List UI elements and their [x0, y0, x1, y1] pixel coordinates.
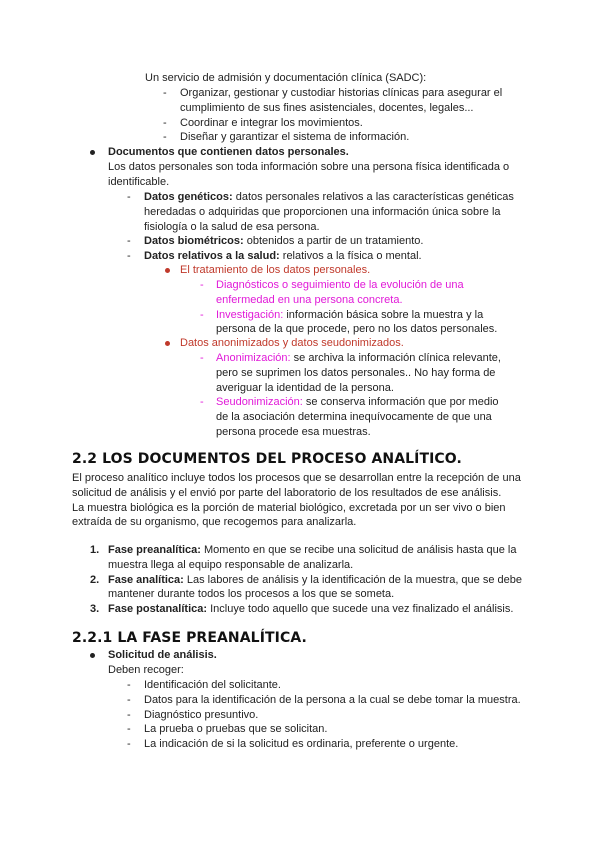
definition: Momento en que se recibe una solicitud de análisis hasta que la muestra llega al equipo responsable de analizarla.: [108, 544, 517, 571]
anon-row: [165, 336, 525, 351]
list-item: [163, 116, 523, 131]
list-item: [127, 234, 527, 249]
dash-marker: -: [127, 250, 131, 263]
list-item: [200, 351, 510, 395]
section22-body: [72, 471, 534, 530]
definition: se archiva la información clínica relevante, pero se suprimen los datos personales.. No hay forma de averiguar la identidad de la persona.: [216, 352, 501, 394]
bullet-dot: [165, 341, 170, 346]
anon-list: [200, 351, 510, 440]
paragraph: La muestra biológica es la porción de material biológico, excretada por un ser vivo o bien extraída de su organismo, que recogemos para analizarla.: [72, 501, 506, 529]
dash-marker: -: [200, 396, 204, 409]
treatment-list: [200, 278, 500, 337]
list-item-text: La indicación de si la solicitud es ordinaria, preferente o urgente.: [144, 738, 459, 751]
dash-marker: -: [163, 87, 167, 99]
dash-marker: -: [200, 279, 204, 291]
definition: información básica sobre la muestra y la persona de la que procede, pero no los datos personales.: [216, 308, 498, 336]
sadc-intro: Un servicio de admisión y documentación clínica (SADC):: [145, 72, 427, 84]
list-item: [200, 308, 500, 338]
sadc-list: [163, 86, 523, 145]
section-title: Documentos que contienen datos personales.: [108, 146, 349, 158]
list-item: [90, 602, 530, 617]
anon-title: Datos anonimizados y datos seudonimizados.: [180, 337, 404, 349]
data-types-list: [127, 190, 527, 264]
bullet-dot: [90, 150, 95, 155]
dash-marker: -: [127, 708, 131, 721]
list-item-text: Diseñar y garantizar el sistema de información.: [180, 131, 410, 144]
definition: Incluye todo aquello que sucede una vez finalizado el análisis.: [210, 603, 514, 616]
dash-marker: -: [127, 235, 131, 248]
dash-marker: -: [127, 738, 131, 751]
list-number: 3.: [90, 603, 100, 616]
list-item-text: Organizar, gestionar y custodiar historias clínicas para asegurar el cumplimiento de sus fines asistenciales, docentes, legales...: [180, 87, 503, 114]
list-item-text: Datos para la identificación de la persona a la cual se debe tomar la muestra.: [144, 693, 521, 706]
definition: se conserva información que por medio de la asociación determina inequívocamente de que una persona procede esa muestras.: [216, 396, 499, 438]
list-item: [127, 693, 547, 708]
description: Deben recoger:: [108, 663, 184, 676]
list-item-text: Diagnóstico presuntivo.: [144, 708, 259, 721]
dash-marker: -: [127, 693, 131, 706]
list-item-text: Diagnósticos o seguimiento de la evolución de una enfermedad en una persona concreta.: [216, 279, 464, 306]
description: Los datos personales son toda información sobre una persona física identificada o identificable.: [108, 160, 510, 188]
list-number: 1.: [90, 544, 100, 556]
list-item: [127, 678, 547, 693]
definition: datos personales relativos a las características genéticas heredadas o adquiridas que proporcionen una información única sobre la fisiología o la salud de esa persona.: [144, 191, 514, 233]
anon-item: [165, 336, 525, 351]
requirements-list: [127, 678, 547, 752]
dash-marker: -: [127, 723, 131, 736]
term: Fase postanalítica:: [108, 603, 208, 616]
list-item-text: Identificación del solicitante.: [144, 679, 281, 691]
list-item: [127, 708, 547, 723]
list-number: 2.: [90, 573, 100, 586]
list-item: [90, 573, 530, 603]
dash-marker: -: [127, 191, 131, 203]
list-item-text: La prueba o pruebas que se solicitan.: [144, 723, 328, 736]
bullet-dot: [165, 268, 170, 273]
list-item: [163, 130, 523, 145]
list-item: [127, 190, 527, 234]
dash-marker: -: [200, 352, 204, 364]
bullet-item: [90, 145, 530, 160]
section-title: Solicitud de análisis.: [108, 649, 217, 661]
term: Seudonimización:: [216, 396, 303, 409]
bullet-item: [90, 648, 530, 663]
term: Fase analítica:: [108, 573, 184, 586]
list-item: [127, 249, 527, 264]
term: Datos genéticos:: [144, 191, 233, 203]
solicitud-section: [90, 648, 530, 678]
dash-marker: -: [127, 679, 131, 691]
list-item-text: Coordinar e integrar los movimientos.: [180, 116, 363, 129]
dash-marker: -: [200, 308, 204, 321]
term: Fase preanalítica:: [108, 544, 201, 556]
paragraph: El proceso analítico incluye todos los procesos que se desarrollan entre la recepción de una solicitud de análisis y el envió por parte del laboratorio de los resultados de ese análisis.: [72, 472, 521, 499]
list-item: [127, 722, 547, 737]
term: Investigación:: [216, 308, 284, 321]
definition: relativos a la física o mental.: [282, 250, 422, 263]
dash-marker: -: [163, 116, 167, 129]
subsection-heading: 2.2.1 LA FASE PREANALÍTICA.: [72, 630, 307, 646]
term: Datos biométricos:: [144, 235, 244, 248]
list-item: [90, 543, 530, 573]
term: Datos relativos a la salud:: [144, 250, 280, 263]
list-item: [200, 395, 510, 439]
phases-list: [90, 543, 530, 617]
dash-marker: -: [163, 131, 167, 144]
list-item: [200, 278, 500, 308]
treatment-title: El tratamiento de los datos personales.: [180, 264, 371, 276]
list-item: [163, 86, 523, 116]
bullet-dot: [90, 653, 95, 658]
definition: obtenidos a partir de un tratamiento.: [246, 235, 424, 248]
definition: Las labores de análisis y la identificación de la muestra, que se debe mantener durante todos los procesos a los que se someta.: [108, 573, 522, 601]
list-item: [127, 737, 547, 752]
treatment-item: [165, 263, 525, 278]
personal-data-section: [90, 145, 530, 189]
term: Anonimización:: [216, 352, 291, 364]
section-heading: 2.2 LOS DOCUMENTOS DEL PROCESO ANALÍTICO.: [72, 451, 462, 467]
treatment-row: [165, 263, 525, 278]
